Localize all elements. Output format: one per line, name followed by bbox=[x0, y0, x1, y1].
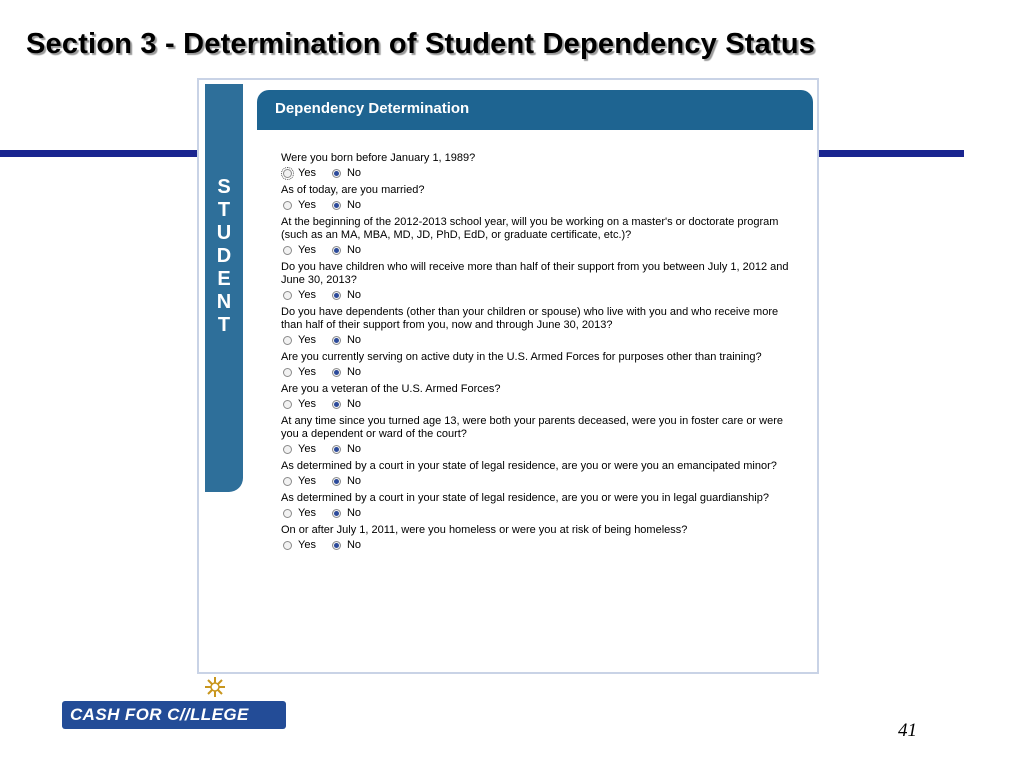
side-tab-letter: T bbox=[217, 314, 231, 336]
no-label: No bbox=[346, 443, 362, 455]
no-label: No bbox=[346, 539, 362, 551]
title-rule-right bbox=[818, 150, 964, 157]
no-label: No bbox=[346, 366, 362, 378]
no-radio[interactable] bbox=[332, 477, 341, 486]
yes-label: Yes bbox=[298, 366, 316, 378]
question-text: On or after July 1, 2011, were you homeless or were you at risk of being homeless? bbox=[281, 524, 688, 536]
answer-options bbox=[281, 397, 801, 412]
no-radio[interactable] bbox=[332, 169, 341, 178]
yes-label: Yes bbox=[298, 507, 316, 519]
side-tab-letter: T bbox=[217, 199, 231, 221]
yes-radio[interactable] bbox=[283, 291, 292, 300]
yes-radio[interactable] bbox=[283, 477, 292, 486]
question-text: Do you have dependents (other than your children or spouse) who live with you and who receive more than half of their support from you, now and through June 30, 2013? bbox=[281, 306, 779, 331]
question-item bbox=[281, 415, 801, 457]
no-label: No bbox=[346, 334, 362, 346]
side-tab-letter: N bbox=[216, 291, 232, 313]
title-rule-left bbox=[0, 150, 200, 157]
question-item bbox=[281, 216, 801, 258]
question-text: At any time since you turned age 13, were both your parents deceased, were you in foster care or were you a dependent or ward of the court? bbox=[281, 415, 783, 440]
student-side-tab bbox=[205, 84, 243, 492]
question-item bbox=[281, 306, 801, 348]
no-label: No bbox=[346, 199, 362, 211]
yes-label: Yes bbox=[298, 334, 316, 346]
question-item bbox=[281, 152, 801, 181]
no-label: No bbox=[346, 398, 362, 410]
no-radio[interactable] bbox=[332, 201, 341, 210]
form-screenshot bbox=[197, 78, 819, 674]
answer-options bbox=[281, 442, 801, 457]
yes-label: Yes bbox=[298, 289, 316, 301]
question-item bbox=[281, 492, 801, 521]
yes-radio[interactable] bbox=[283, 509, 292, 518]
yes-radio[interactable] bbox=[283, 246, 292, 255]
question-text: Do you have children who will receive more than half of their support from you between July 1, 2012 and June 30, 2013? bbox=[281, 261, 789, 286]
question-text: Are you a veteran of the U.S. Armed Forces? bbox=[281, 383, 501, 395]
yes-radio[interactable] bbox=[283, 541, 292, 550]
question-text: As of today, are you married? bbox=[281, 184, 425, 196]
no-radio[interactable] bbox=[332, 336, 341, 345]
answer-options bbox=[281, 538, 801, 553]
yes-label: Yes bbox=[298, 443, 316, 455]
yes-radio[interactable] bbox=[283, 368, 292, 377]
no-label: No bbox=[346, 289, 362, 301]
question-item bbox=[281, 524, 801, 553]
question-item bbox=[281, 383, 801, 412]
yes-radio[interactable] bbox=[283, 169, 292, 178]
answer-options bbox=[281, 243, 801, 258]
yes-label: Yes bbox=[298, 167, 316, 179]
question-item bbox=[281, 261, 801, 303]
yes-label: Yes bbox=[298, 199, 316, 211]
answer-options bbox=[281, 333, 801, 348]
no-label: No bbox=[346, 475, 362, 487]
yes-radio[interactable] bbox=[283, 336, 292, 345]
answer-options bbox=[281, 166, 801, 181]
no-radio[interactable] bbox=[332, 541, 341, 550]
no-label: No bbox=[346, 507, 362, 519]
answer-options bbox=[281, 365, 801, 380]
side-tab-letter: S bbox=[217, 176, 231, 198]
answer-options bbox=[281, 288, 801, 303]
page-number: 41 bbox=[898, 720, 917, 741]
question-item bbox=[281, 184, 801, 213]
side-tab-letter: E bbox=[217, 268, 231, 290]
question-text: As determined by a court in your state of legal residence, are you or were you in legal guardianship? bbox=[281, 492, 769, 504]
question-item bbox=[281, 460, 801, 489]
question-item bbox=[281, 351, 801, 380]
no-radio[interactable] bbox=[332, 400, 341, 409]
question-text: As determined by a court in your state of legal residence, are you or were you an emancipated minor? bbox=[281, 460, 777, 472]
question-text: At the beginning of the 2012-2013 school year, will you be working on a master's or doctorate program (such as an MA, MBA, MD, JD, PhD, EdD, or graduate certificate, etc.)? bbox=[281, 216, 779, 241]
no-radio[interactable] bbox=[332, 445, 341, 454]
no-label: No bbox=[346, 244, 362, 256]
side-tab-letter: U bbox=[216, 222, 232, 244]
no-radio[interactable] bbox=[332, 368, 341, 377]
yes-radio[interactable] bbox=[283, 400, 292, 409]
yes-label: Yes bbox=[298, 244, 316, 256]
slide-title: Section 3 - Determination of Student Dependency Status bbox=[26, 28, 816, 60]
starburst-icon bbox=[204, 676, 226, 698]
question-text: Were you born before January 1, 1989? bbox=[281, 152, 476, 164]
cash-for-college-logo bbox=[62, 676, 286, 732]
no-radio[interactable] bbox=[332, 246, 341, 255]
answer-options bbox=[281, 506, 801, 521]
yes-label: Yes bbox=[298, 398, 316, 410]
yes-radio[interactable] bbox=[283, 445, 292, 454]
no-radio[interactable] bbox=[332, 291, 341, 300]
question-text: Are you currently serving on active duty in the U.S. Armed Forces for purposes other than training? bbox=[281, 351, 762, 363]
no-radio[interactable] bbox=[332, 509, 341, 518]
answer-options bbox=[281, 474, 801, 489]
side-tab-letter: D bbox=[216, 245, 232, 267]
panel-header: Dependency Determination bbox=[257, 90, 813, 130]
yes-radio[interactable] bbox=[283, 201, 292, 210]
questions-list bbox=[281, 152, 801, 556]
yes-label: Yes bbox=[298, 539, 316, 551]
logo-text: CASH FOR C//LLEGE bbox=[62, 701, 286, 729]
no-label: No bbox=[346, 167, 362, 179]
yes-label: Yes bbox=[298, 475, 316, 487]
answer-options bbox=[281, 198, 801, 213]
